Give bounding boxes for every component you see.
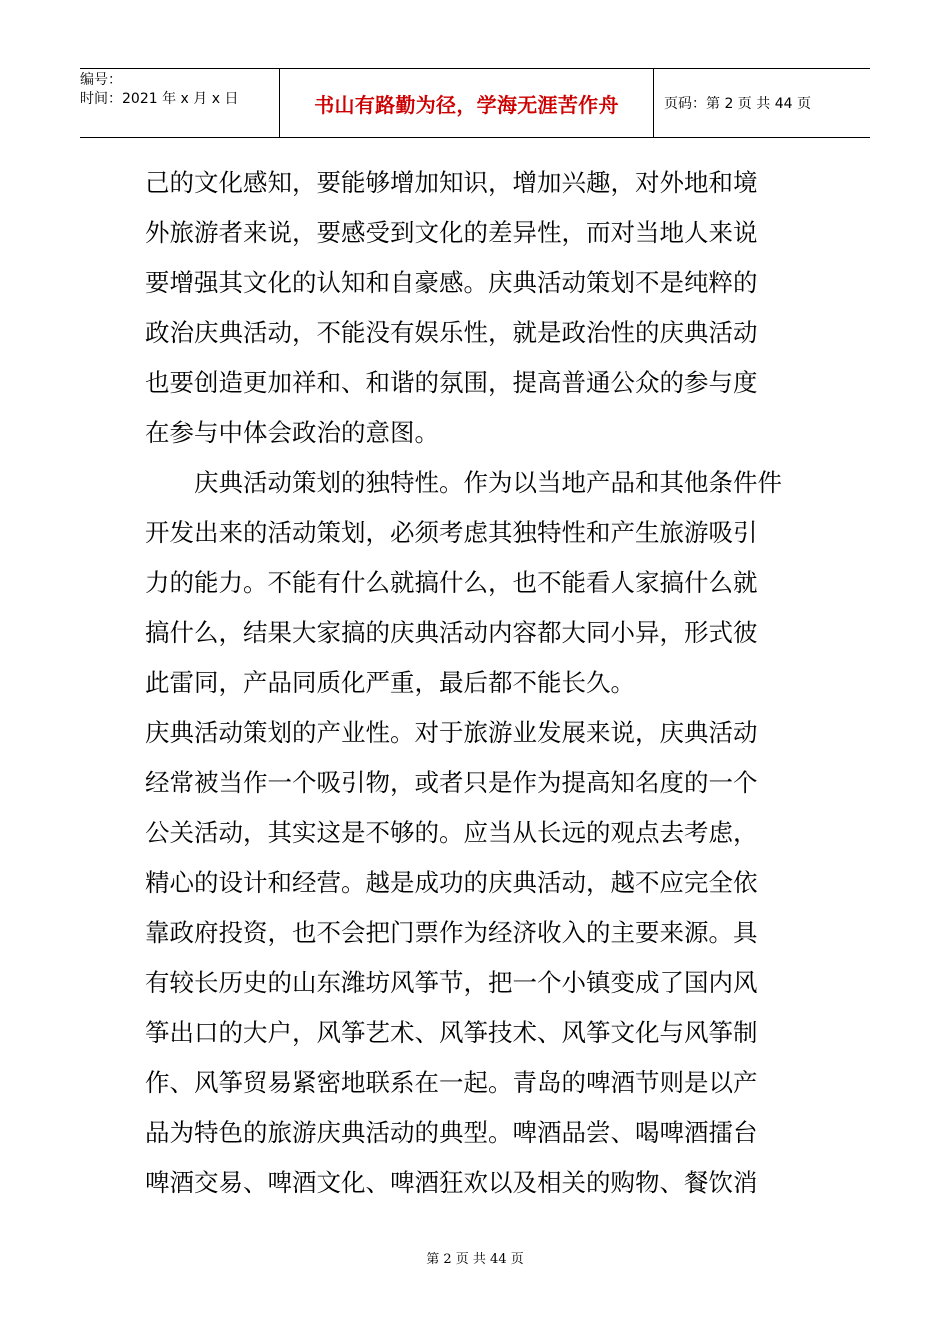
body-line: 外旅游者来说，要感受到文化的差异性，而对当地人来说 <box>145 218 758 247</box>
body-line: 靠政府投资，也不会把门票作为经济收入的主要来源。具 <box>145 918 758 947</box>
body-line: 此雷同，产品同质化严重，最后都不能长久。 <box>145 668 635 697</box>
document-number-label: 编号： <box>80 72 122 88</box>
body-line: 公关活动，其实这是不够的。应当从长远的观点去考虑， <box>145 818 758 847</box>
body-line: 精心的设计和经营。越是成功的庆典活动，越不应完全依 <box>145 868 758 897</box>
body-line: 开发出来的活动策划，必须考虑其独特性和产生旅游吸引 <box>145 518 758 547</box>
body-line: 有较长历史的山东潍坊风筝节，把一个小镇变成了国内风 <box>145 968 758 997</box>
header-motto-cell <box>280 69 654 137</box>
body-line: 庆典活动策划的产业性。对于旅游业发展来说，庆典活动 <box>145 718 758 747</box>
body-line: 搞什么，结果大家搞的庆典活动内容都大同小异，形式彼 <box>145 618 758 647</box>
body-line: 力的能力。不能有什么就搞什么，也不能看人家搞什么就 <box>145 568 758 597</box>
document-time-label: 时间：2021 年 x 月 x 日 <box>80 91 239 107</box>
body-line: 要增强其文化的认知和自豪感。庆典活动策划不是纯粹的 <box>145 268 758 297</box>
body-line: 作、风筝贸易紧密地联系在一起。青岛的啤酒节则是以产 <box>145 1068 758 1097</box>
body-line: 啤酒交易、啤酒文化、啤酒狂欢以及相关的购物、餐饮消 <box>145 1168 758 1197</box>
page-header <box>80 68 870 138</box>
header-page-info-cell <box>654 69 870 137</box>
body-line: 在参与中体会政治的意图。 <box>145 418 439 447</box>
header-meta <box>80 69 280 137</box>
header-motto: 书山有路勤为径，学海无涯苦作舟 <box>314 92 619 117</box>
body-line: 庆典活动策划的独特性。作为以当地产品和其他条件件 <box>194 468 782 497</box>
header-page-info: 页码：第 2 页 共 44 页 <box>664 96 811 112</box>
body-line: 筝出口的大户，风筝艺术、风筝技术、风筝文化与风筝制 <box>145 1018 758 1047</box>
body-line: 己的文化感知，要能够增加知识，增加兴趣，对外地和境 <box>145 168 758 197</box>
body-line: 也要创造更加祥和、和谐的氛围，提高普通公众的参与度 <box>145 368 758 397</box>
body-line: 品为特色的旅游庆典活动的典型。啤酒品尝、喝啤酒擂台 <box>145 1118 758 1147</box>
document-body <box>145 158 810 1208</box>
page-footer: 第 2 页 共 44 页 <box>426 1252 524 1267</box>
body-line: 经常被当作一个吸引物，或者只是作为提高知名度的一个 <box>145 768 758 797</box>
body-line: 政治庆典活动，不能没有娱乐性，就是政治性的庆典活动 <box>145 318 758 347</box>
